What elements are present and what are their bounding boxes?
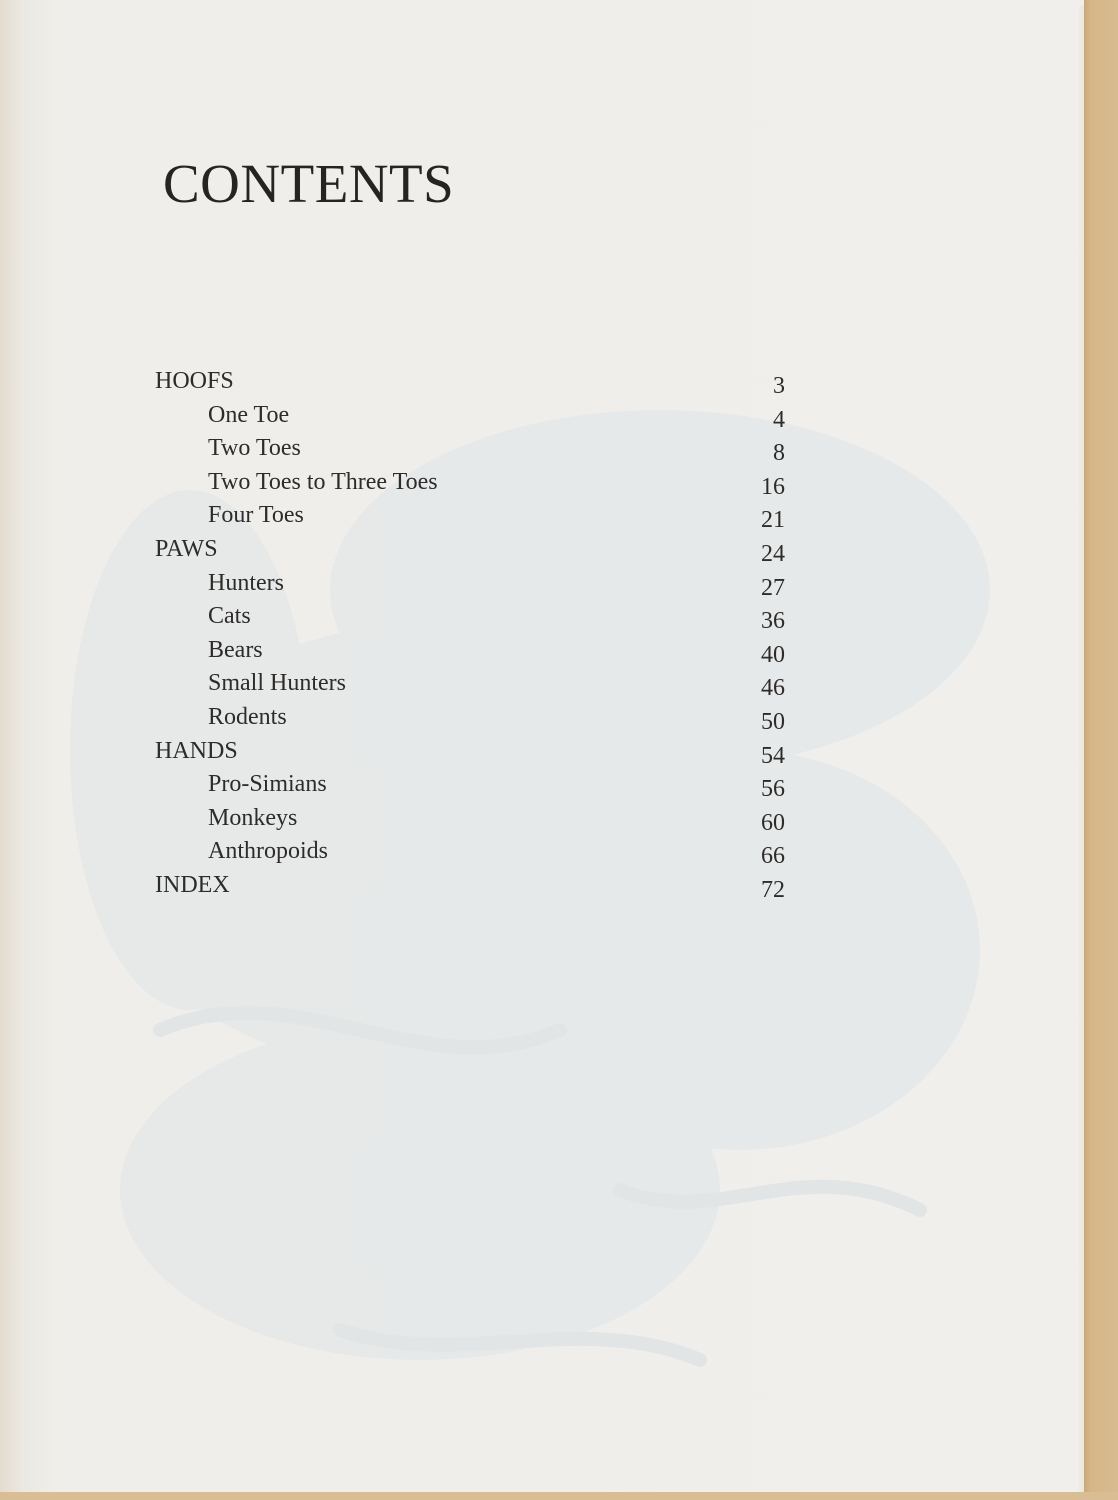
toc-entry-page-number: 46 bbox=[761, 675, 785, 702]
toc-entry-page-number: 16 bbox=[761, 473, 785, 500]
toc-entry-page-number: 21 bbox=[761, 507, 785, 534]
toc-entry-title: Anthropoids bbox=[208, 838, 328, 865]
toc-entry-hoofs bbox=[155, 365, 795, 399]
toc-entry-hunters bbox=[155, 567, 795, 601]
toc-entry-page-number: 8 bbox=[773, 440, 785, 467]
toc-entry-index bbox=[155, 869, 795, 903]
toc-entry-page-number: 56 bbox=[761, 776, 785, 803]
toc-entry-title: Two Toes to Three Toes bbox=[208, 468, 438, 495]
toc-entry-title: HOOFS bbox=[155, 368, 234, 394]
book-bottom-edge bbox=[0, 1492, 1118, 1500]
toc-entry-page-number: 40 bbox=[761, 641, 785, 668]
toc-entry-title: Rodents bbox=[208, 703, 287, 730]
toc-entry-pro-simians bbox=[155, 768, 795, 802]
toc-entry-two-toes-to-three-toes bbox=[155, 466, 795, 500]
toc-entry-title: PAWS bbox=[155, 535, 218, 562]
toc-entry-title: One Toe bbox=[208, 401, 290, 428]
toc-entry-title: Pro-Simians bbox=[208, 771, 327, 798]
toc-entry-page-number: 36 bbox=[761, 608, 785, 635]
toc-entry-bears bbox=[155, 634, 795, 668]
book-cover-edge bbox=[1084, 0, 1118, 1500]
toc-entry-anthropoids bbox=[155, 835, 795, 869]
toc-entry-title: Small Hunters bbox=[208, 670, 346, 697]
page-title: CONTENTS bbox=[163, 153, 455, 214]
toc-entry-four-toes bbox=[155, 499, 795, 533]
toc-entry-title: HANDS bbox=[155, 737, 238, 764]
toc-entry-page-number: 66 bbox=[761, 843, 785, 870]
toc-entry-title: Monkeys bbox=[208, 804, 298, 831]
toc-entry-paws bbox=[155, 533, 795, 567]
toc-entry-title: Two Toes bbox=[208, 435, 301, 462]
toc-entry-hands bbox=[155, 735, 795, 769]
toc-entry-page-number: 72 bbox=[761, 876, 785, 903]
toc-entry-title: Four Toes bbox=[208, 502, 304, 529]
toc-entry-page-number: 60 bbox=[761, 809, 785, 836]
toc-entry-page-number: 54 bbox=[761, 742, 785, 769]
toc-entry-page-number: 4 bbox=[773, 406, 785, 433]
toc-entry-title: Bears bbox=[208, 636, 263, 663]
toc-entry-one-toe bbox=[155, 399, 795, 433]
toc-entry-title: Cats bbox=[208, 603, 251, 630]
toc-entry-page-number: 50 bbox=[761, 708, 785, 735]
toc-entry-cats bbox=[155, 600, 795, 634]
toc-entry-rodents bbox=[155, 701, 795, 735]
toc-entry-page-number: 27 bbox=[761, 574, 785, 601]
table-of-contents bbox=[155, 365, 795, 903]
toc-entry-two-toes bbox=[155, 432, 795, 466]
toc-entry-title: INDEX bbox=[155, 871, 230, 898]
toc-entry-page-number: 3 bbox=[773, 373, 785, 399]
toc-entry-page-number: 24 bbox=[761, 540, 785, 567]
toc-entry-title: Hunters bbox=[208, 569, 284, 596]
toc-entry-small-hunters bbox=[155, 667, 795, 701]
toc-entry-monkeys bbox=[155, 802, 795, 836]
